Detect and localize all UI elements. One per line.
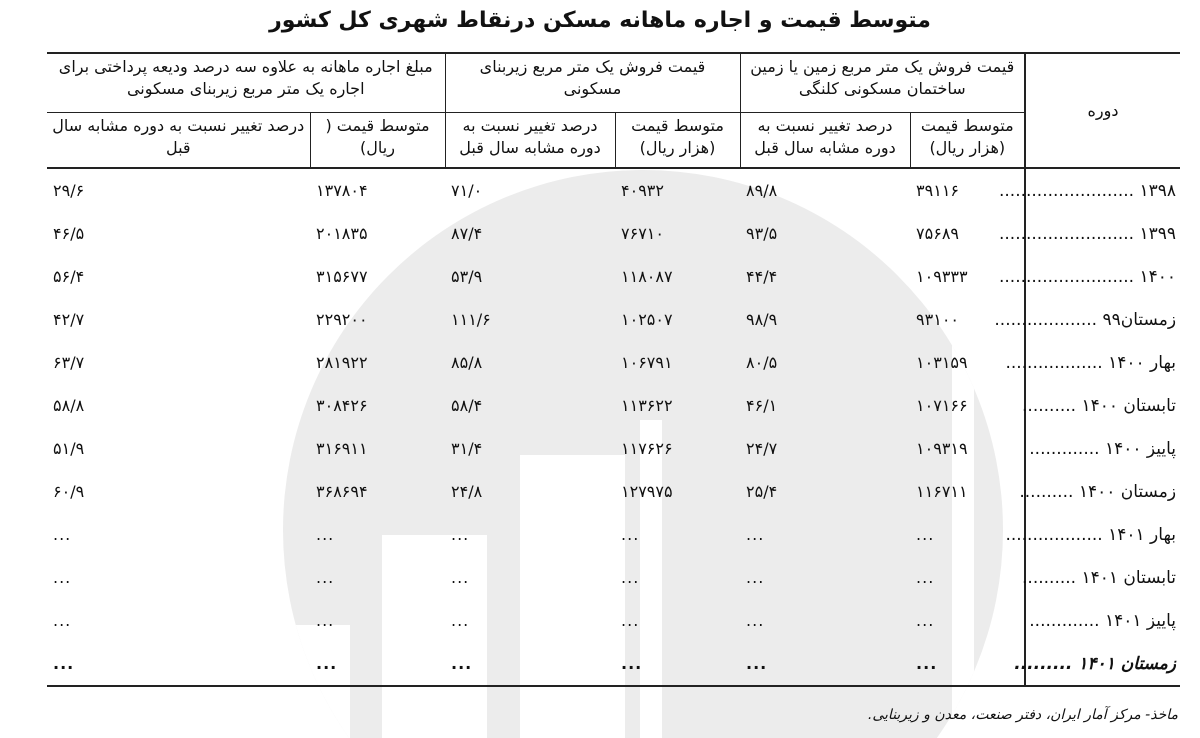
cell-sale-change: ۵۸/۴ bbox=[451, 396, 483, 415]
cell-land-change: ... bbox=[746, 568, 765, 587]
header-group-sale: قیمت فروش یک متر مربع زیربنای مسکونی bbox=[445, 53, 740, 113]
cell-rent-price: ۱۳۷۸۰۴ bbox=[316, 181, 368, 200]
cell-sale-change: ۸۵/۸ bbox=[451, 353, 483, 372]
cell-rent-price: ... bbox=[310, 642, 445, 686]
cell-rent-price: ۳۶۸۶۹۴ bbox=[316, 482, 368, 501]
cell-rent-price: ... bbox=[316, 525, 335, 544]
cell-sale-change: ... bbox=[451, 611, 470, 630]
row-period: تابستان ۱۴۰۱ .......... bbox=[1025, 556, 1180, 599]
cell-land-change: ۴۴/۴ bbox=[746, 267, 778, 286]
table-row bbox=[47, 470, 1180, 513]
cell-land-price: ... bbox=[916, 525, 935, 544]
cell-rent-price: ۳۱۵۶۷۷ bbox=[316, 267, 368, 286]
cell-rent-change: ۶۰/۹ bbox=[53, 482, 85, 501]
cell-land-change: ۲۴/۷ bbox=[746, 439, 778, 458]
row-period: زمستان۹۹ ................... bbox=[1025, 298, 1180, 341]
cell-rent-change: ۶۳/۷ bbox=[53, 353, 85, 372]
cell-sale-change: ۲۴/۸ bbox=[451, 482, 483, 501]
housing-price-table bbox=[47, 52, 1180, 687]
header-sale-pct-change: درصد تغییر نسبت به دوره مشابه سال قبل bbox=[445, 113, 615, 169]
cell-sale-price: ۴۰۹۳۲ bbox=[621, 181, 664, 200]
cell-sale-price: ۱۰۲۵۰۷ bbox=[621, 310, 673, 329]
cell-sale-change: ... bbox=[451, 568, 470, 587]
header-land-pct-change: درصد تغییر نسبت به دوره مشابه سال قبل bbox=[740, 113, 910, 169]
cell-rent-change: ۵۸/۸ bbox=[53, 396, 85, 415]
cell-land-change: ۹۳/۵ bbox=[746, 224, 778, 243]
cell-land-change: ۴۶/۱ bbox=[746, 396, 778, 415]
cell-rent-price: ۲۸۱۹۲۲ bbox=[316, 353, 368, 372]
cell-land-change: ۹۸/۹ bbox=[746, 310, 778, 329]
table-row bbox=[47, 513, 1180, 556]
header-rent-pct-change: درصد تغییر نسبت به دوره مشابه سال قبل bbox=[47, 113, 310, 169]
cell-land-change: ۸۹/۸ bbox=[746, 181, 778, 200]
cell-land-change: ۸۰/۵ bbox=[746, 353, 778, 372]
cell-sale-price: ۱۱۷۶۲۶ bbox=[621, 439, 673, 458]
cell-land-price: ۱۰۷۱۶۶ bbox=[916, 396, 968, 415]
row-period: ۱۳۹۹ ......................... bbox=[1025, 212, 1180, 255]
cell-sale-change: ۳۱/۴ bbox=[451, 439, 483, 458]
cell-rent-price: ۲۰۱۸۳۵ bbox=[316, 224, 368, 243]
cell-land-change: ... bbox=[740, 642, 910, 686]
header-period: دوره bbox=[1025, 53, 1180, 168]
cell-sale-change: ... bbox=[451, 525, 470, 544]
cell-sale-change: ۱۱۱/۶ bbox=[451, 310, 491, 329]
cell-land-price: ۳۹۱۱۶ bbox=[916, 181, 959, 200]
cell-sale-change: ... bbox=[445, 642, 615, 686]
cell-land-price: ۱۱۶۷۱۱ bbox=[916, 482, 968, 501]
row-period: زمستان ۱۴۰۱ ......... bbox=[1025, 642, 1180, 686]
cell-land-price: ۱۰۹۳۱۹ bbox=[916, 439, 968, 458]
cell-land-price: ۷۵۶۸۹ bbox=[916, 224, 959, 243]
row-period: پاییز ۱۴۰۰ ............. bbox=[1025, 427, 1180, 470]
table-row bbox=[47, 341, 1180, 384]
table-row bbox=[47, 212, 1180, 255]
table-title: متوسط قیمت و اجاره ماهانه مسکن درنقاط شهری کل کشور bbox=[269, 8, 931, 33]
cell-rent-change: ... bbox=[53, 611, 72, 630]
cell-rent-change: ... bbox=[47, 642, 310, 686]
cell-rent-change: ... bbox=[53, 525, 72, 544]
table-row bbox=[47, 168, 1180, 212]
cell-rent-change: ۴۲/۷ bbox=[53, 310, 85, 329]
cell-land-price: ۱۰۹۳۳۳ bbox=[916, 267, 968, 286]
cell-rent-price: ... bbox=[316, 568, 335, 587]
cell-land-change: ۲۵/۴ bbox=[746, 482, 778, 501]
cell-land-price: ... bbox=[916, 568, 935, 587]
header-sale-avg-price: متوسط قیمت (هزار ریال) bbox=[615, 113, 740, 169]
cell-sale-price: ... bbox=[621, 568, 640, 587]
cell-rent-change: ۵۶/۴ bbox=[53, 267, 85, 286]
cell-land-change: ... bbox=[746, 525, 765, 544]
cell-rent-price: ... bbox=[316, 611, 335, 630]
table-row bbox=[47, 556, 1180, 599]
cell-land-price: ۹۳۱۰۰ bbox=[916, 310, 959, 329]
cell-rent-price: ۳۱۶۹۱۱ bbox=[316, 439, 368, 458]
table-row bbox=[47, 642, 1180, 686]
row-period: پاییز ۱۴۰۱ ............. bbox=[1025, 599, 1180, 642]
table-row bbox=[47, 384, 1180, 427]
header-group-land: قیمت فروش یک متر مربع زمین یا زمین ساختمان مسکونی کلنگی bbox=[740, 53, 1025, 113]
header-rent-avg-price: متوسط قیمت ( ریال) bbox=[310, 113, 445, 169]
cell-sale-price: ... bbox=[615, 642, 740, 686]
cell-sale-price: ۱۱۳۶۲۲ bbox=[621, 396, 673, 415]
cell-sale-price: ۱۱۸۰۸۷ bbox=[621, 267, 673, 286]
row-period: ۱۴۰۰ ......................... bbox=[1025, 255, 1180, 298]
data-table-wrapper bbox=[47, 52, 1180, 687]
cell-land-price: ... bbox=[916, 611, 935, 630]
cell-rent-change: ... bbox=[53, 568, 72, 587]
header-row-groups bbox=[47, 53, 1180, 113]
row-period: بهار ۱۴۰۰ .................. bbox=[1025, 341, 1180, 384]
header-row-subcolumns bbox=[47, 113, 1180, 169]
row-period: بهار ۱۴۰۱ .................. bbox=[1025, 513, 1180, 556]
cell-sale-price: ۱۰۶۷۹۱ bbox=[621, 353, 673, 372]
cell-sale-price: ... bbox=[621, 525, 640, 544]
cell-sale-change: ۷۱/۰ bbox=[451, 181, 483, 200]
cell-sale-price: ۷۶۷۱۰ bbox=[621, 224, 664, 243]
cell-rent-change: ۴۶/۵ bbox=[53, 224, 85, 243]
row-period: ۱۳۹۸ ......................... bbox=[1025, 168, 1180, 212]
cell-rent-price: ۳۰۸۴۲۶ bbox=[316, 396, 368, 415]
row-period: تابستان ۱۴۰۰ .......... bbox=[1025, 384, 1180, 427]
cell-rent-change: ۲۹/۶ bbox=[53, 181, 85, 200]
cell-sale-change: ۸۷/۴ bbox=[451, 224, 483, 243]
header-land-avg-price: متوسط قیمت (هزار ریال) bbox=[910, 113, 1025, 169]
cell-sale-price: ۱۲۷۹۷۵ bbox=[621, 482, 673, 501]
row-period: زمستان ۱۴۰۰ .......... bbox=[1025, 470, 1180, 513]
source-note: ماخذ- مرکز آمار ایران، دفتر صنعت، معدن و زیربنایی. bbox=[867, 707, 1178, 723]
table-row bbox=[47, 298, 1180, 341]
table-row bbox=[47, 255, 1180, 298]
header-group-rent: مبلغ اجاره ماهانه به علاوه سه درصد ودیعه پرداختی برای اجاره یک متر مربع زیربنای مسکونی bbox=[47, 53, 445, 113]
cell-land-price: ... bbox=[910, 642, 1025, 686]
cell-sale-price: ... bbox=[621, 611, 640, 630]
table-row bbox=[47, 599, 1180, 642]
table-row bbox=[47, 427, 1180, 470]
cell-rent-change: ۵۱/۹ bbox=[53, 439, 85, 458]
cell-land-price: ۱۰۳۱۵۹ bbox=[916, 353, 968, 372]
cell-sale-change: ۵۳/۹ bbox=[451, 267, 483, 286]
cell-land-change: ... bbox=[746, 611, 765, 630]
cell-rent-price: ۲۲۹۲۰۰ bbox=[316, 310, 368, 329]
